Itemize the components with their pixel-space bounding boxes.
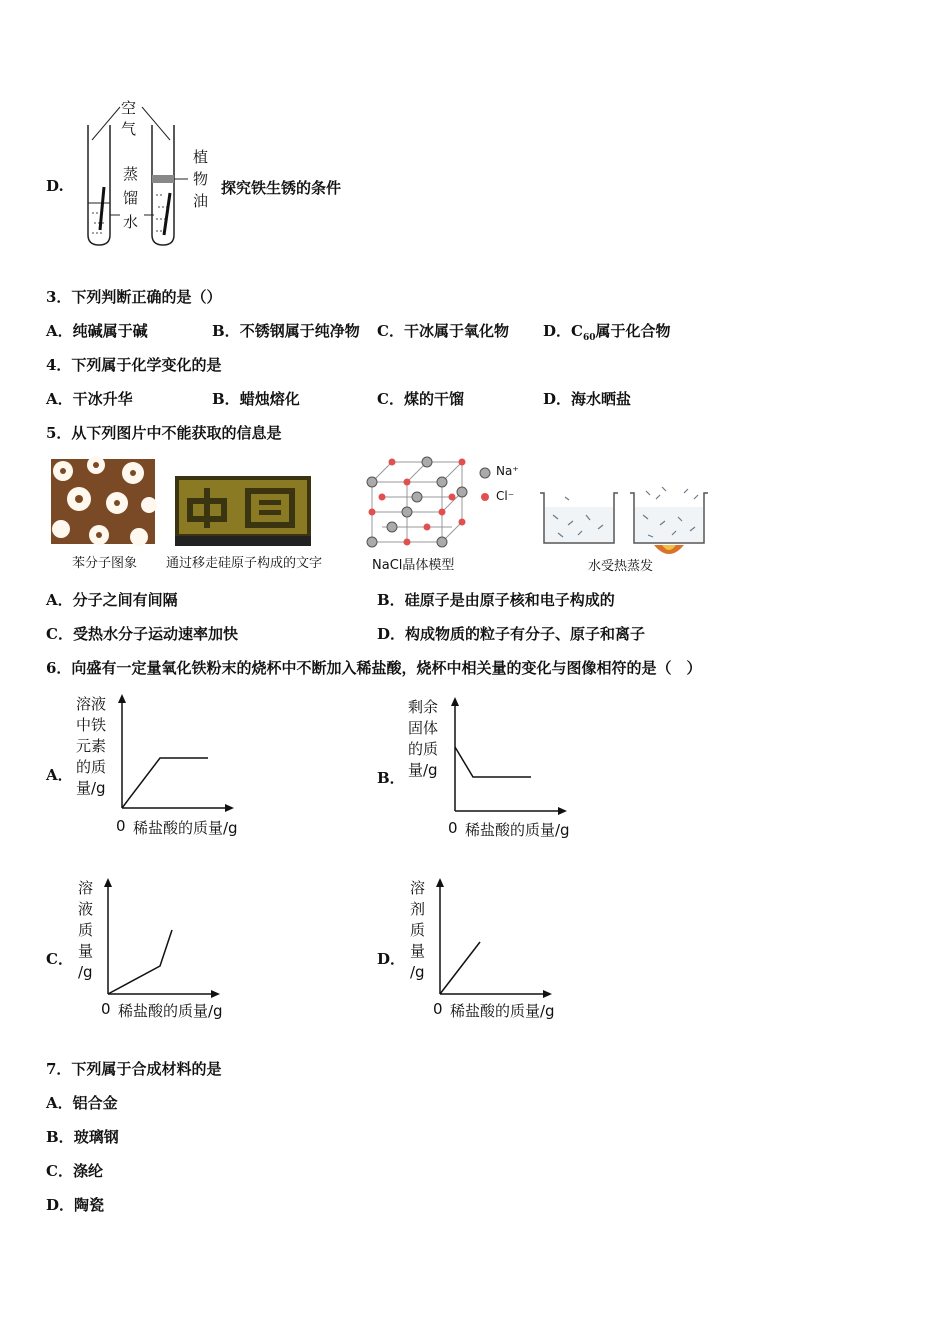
caption-evaporation: 水受热蒸发: [588, 559, 654, 574]
q3-option-a: A．纯碱属于碱: [46, 322, 148, 340]
graph-a-origin: 0: [116, 817, 126, 835]
q4-option-c: C．煤的干馏: [377, 390, 464, 408]
q4-stem: 4．下列属于化学变化的是: [46, 356, 222, 374]
graph-d-ylabel: 溶 剂 质 量 /g: [410, 879, 426, 981]
q7-stem: 7．下列属于合成材料的是: [46, 1060, 222, 1078]
q4-option-b: B．蜡烛熔化: [212, 390, 300, 408]
vegetable-oil-label: 植 物 油: [193, 148, 209, 210]
q5-option-a: A．分子之间有间隔: [46, 591, 178, 609]
q5-option-c: C．受热水分子运动速率加快: [46, 625, 238, 643]
graph-b: [443, 697, 569, 817]
graph-a-ylabel: 溶液 中铁 元素 的质 量/g: [76, 695, 107, 797]
q4-option-d: D．海水晒盐: [543, 390, 632, 408]
water-evaporation-beakers: [538, 485, 710, 560]
graph-c-xlabel: 稀盐酸的质量/g: [118, 1002, 223, 1020]
graph-c-origin: 0: [101, 1000, 111, 1018]
graph-d: [428, 878, 554, 998]
q7-option-d: D．陶瓷: [46, 1196, 105, 1214]
q5-option-b: B．硅原子是由原子核和电子构成的: [377, 591, 615, 609]
graph-b-ylabel: 剩余 固体 的质 量/g: [408, 698, 439, 779]
ion-legend-dots: [478, 466, 492, 506]
caption-benzene: 苯分子图象: [72, 556, 138, 571]
graph-b-xlabel: 稀盐酸的质量/g: [465, 821, 570, 839]
graph-a: [110, 694, 236, 814]
q3-option-b: B．不锈钢属于纯净物: [212, 322, 360, 340]
q6-option-a-key: A．: [46, 766, 73, 784]
q6-option-c-key: C．: [46, 950, 73, 968]
q5-stem: 5．从下列图片中不能获取的信息是: [46, 424, 282, 442]
cl-ion-label: Cl⁻: [496, 489, 515, 503]
graph-c-ylabel: 溶 液 质 量 /g: [78, 879, 94, 981]
caption-silicon: 通过移走硅原子构成的文字: [166, 556, 323, 571]
graph-a-curve: [122, 758, 208, 808]
graph-d-curve: [440, 942, 480, 994]
q3-stem: 3．下列判断正确的是（）: [46, 288, 222, 306]
air-label: 空 气: [121, 99, 137, 138]
q6-option-b-key: B．: [377, 769, 405, 787]
distilled-water-label: 蒸 馏 水: [123, 165, 139, 231]
graph-c-curve: [108, 930, 172, 994]
q5-option-d: D．构成物质的粒子有分子、原子和离子: [377, 625, 646, 643]
q7-option-a: A．铝合金: [46, 1094, 118, 1112]
nacl-crystal-model: [362, 452, 474, 552]
q6-stem: 6．向盛有一定量氧化铁粉末的烧杯中不断加入稀盐酸，烧杯中相关量的变化与图像相符的是（ ）: [46, 659, 702, 677]
graph-c: [96, 878, 222, 998]
q6-option-d-key: D．: [377, 950, 406, 968]
q2-option-d-text: 探究铁生锈的条件: [221, 179, 342, 197]
benzene-molecule-image: [51, 459, 155, 544]
graph-d-xlabel: 稀盐酸的质量/g: [450, 1002, 555, 1020]
caption-nacl: NaCl晶体模型: [372, 558, 455, 573]
q3-option-d: D．$C_{60}$属于化合物: [543, 322, 671, 343]
q4-option-a: A．干冰升华: [46, 390, 133, 408]
na-ion-label: Na⁺: [496, 464, 519, 478]
q7-option-b: B．玻璃钢: [46, 1128, 119, 1146]
graph-b-origin: 0: [448, 819, 458, 837]
graph-b-curve: [455, 747, 531, 777]
q3-option-c: C．干冰属于氧化物: [377, 322, 509, 340]
q2-option-d-key: D.: [46, 177, 64, 195]
graph-a-xlabel: 稀盐酸的质量/g: [133, 819, 238, 837]
q7-option-c: C．涤纶: [46, 1162, 103, 1180]
silicon-atom-text-image: [175, 476, 311, 546]
graph-d-origin: 0: [433, 1000, 443, 1018]
